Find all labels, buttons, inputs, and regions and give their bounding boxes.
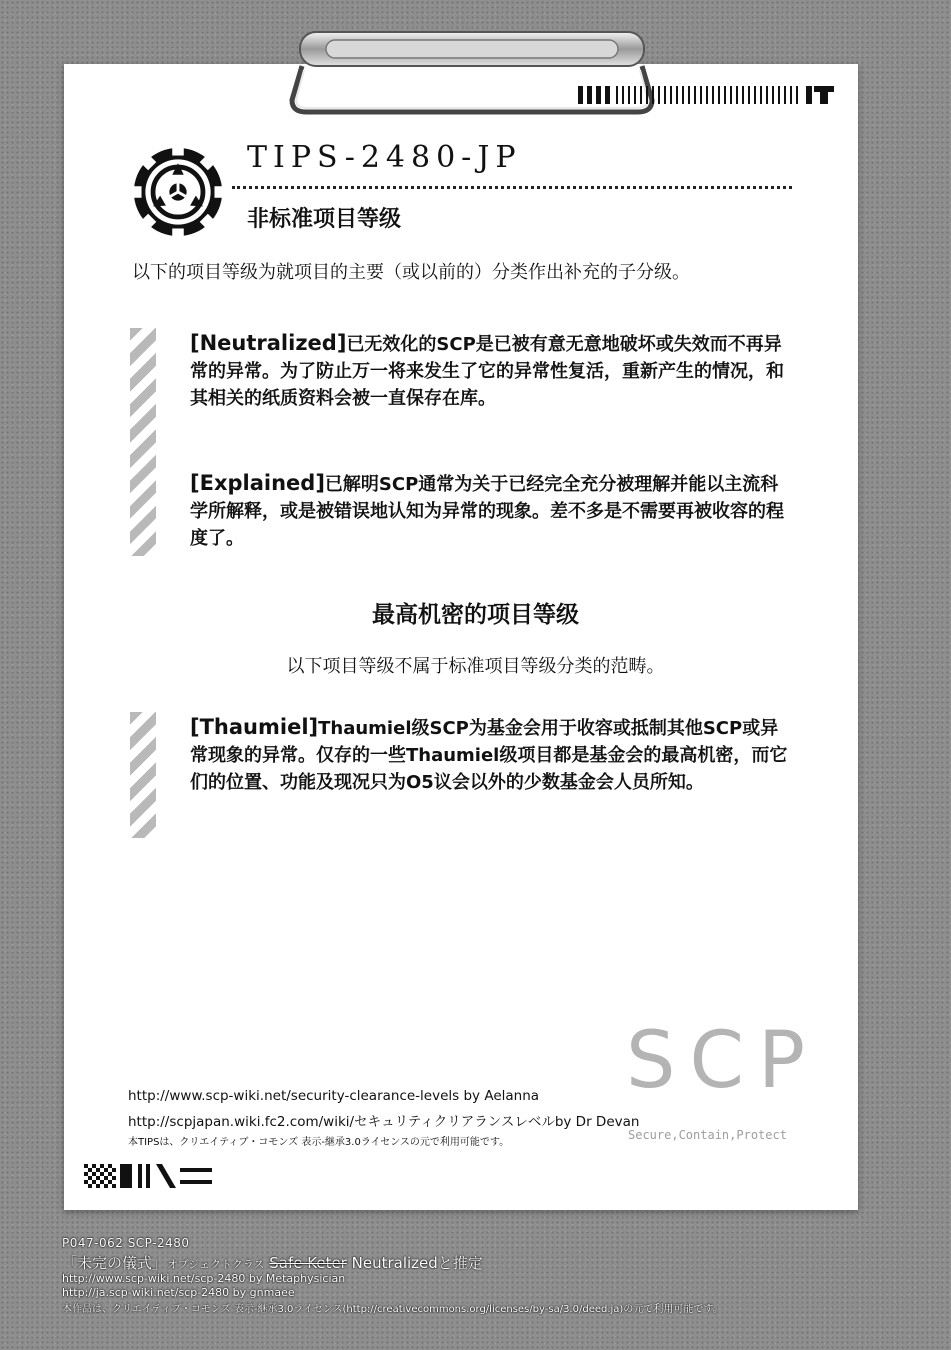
source-link[interactable]: http://scpjapan.wiki.fc2.com/wiki/セキュリティクリアランスレベルby Dr Devan [128, 1114, 640, 1130]
source-link[interactable]: http://www.scp-wiki.net/security-clearance-levels by Aelanna [128, 1088, 540, 1104]
entry-tag: [Thaumiel] [190, 715, 319, 739]
footer-credit[interactable]: http://ja.scp-wiki.net/scp-2480 by gnmaee [62, 1286, 295, 1299]
footer-credit[interactable]: http://www.scp-wiki.net/scp-2480 by Metaphysician [62, 1272, 346, 1285]
intro-text: 以下的项目等级为就项目的主要（或以前的）分类作出补充的子分级。 [132, 262, 690, 283]
license-note: 本TIPSは、クリエイティブ・コモンズ 表示-継承3.0ライセンスの元で利用可能です。 [128, 1137, 510, 1148]
hazard-stripe [130, 328, 156, 556]
footer-class-suffix: と推定 [437, 1254, 483, 1272]
section-intro: 以下项目等级不属于标准项目等级分类的范畴。 [286, 656, 665, 677]
scp-wordmark: SCP [626, 1016, 820, 1106]
entry-tag: [Explained] [190, 471, 325, 495]
entry-tag: [Neutralized] [190, 331, 347, 355]
title-divider [232, 186, 792, 189]
entry-text: Thaumiel级SCP为基金会用于收容或抵制其他SCP或异常现象的异常。仅存的一些Thaumiel级项目都是基金会的最高机密，而它们的位置、功能及现况只为O5议会以外的少数基金会人员所知。 [190, 718, 788, 793]
scp-motto: Secure,Contain,Protect [628, 1128, 787, 1142]
page-subtitle: 非标准项目等级 [247, 207, 402, 232]
footer-license: 本作品は、クリエイティブ・コモンズ 表示-継承3.0ライセンス(http://creativecommons.org/licenses/by-sa/3.0/deed.ja)の元で利用可能です。 [62, 1304, 723, 1315]
scp-logo-icon [130, 144, 226, 240]
entry-thaumiel [190, 714, 790, 796]
section-title: 最高机密的项目等级 [372, 602, 579, 628]
footer-current-class: Neutralized [351, 1254, 438, 1272]
pattern-mark-icon [84, 1164, 214, 1188]
footer-title: 「未完の儀式」 [62, 1254, 168, 1272]
footer-page-ref: P047-062 SCP-2480 [62, 1236, 190, 1250]
barcode-icon [578, 84, 838, 106]
footer-class-label: オブジェクトクラス [167, 1258, 265, 1271]
entry-explained [190, 470, 790, 552]
footer-struck-classes: Safe Keter [269, 1254, 347, 1272]
document-id: TIPS-2480-JP [247, 140, 522, 175]
entry-neutralized [190, 330, 790, 412]
entry-text: 已无效化的SCP是已被有意无意地破坏或失效而不再异常的异常。为了防止万一将来发生了它的异常性复活，重新产生的情况，和其相关的纸质资料会被一直保存在库。 [190, 334, 784, 409]
footer-class-line [62, 1252, 483, 1273]
entry-text: 已解明SCP通常为关于已经完全充分被理解并能以主流科学所解释，或是被错误地认知为异常的现象。差不多是不需要再被收容的程度了。 [190, 474, 784, 549]
hazard-stripe [130, 712, 156, 838]
